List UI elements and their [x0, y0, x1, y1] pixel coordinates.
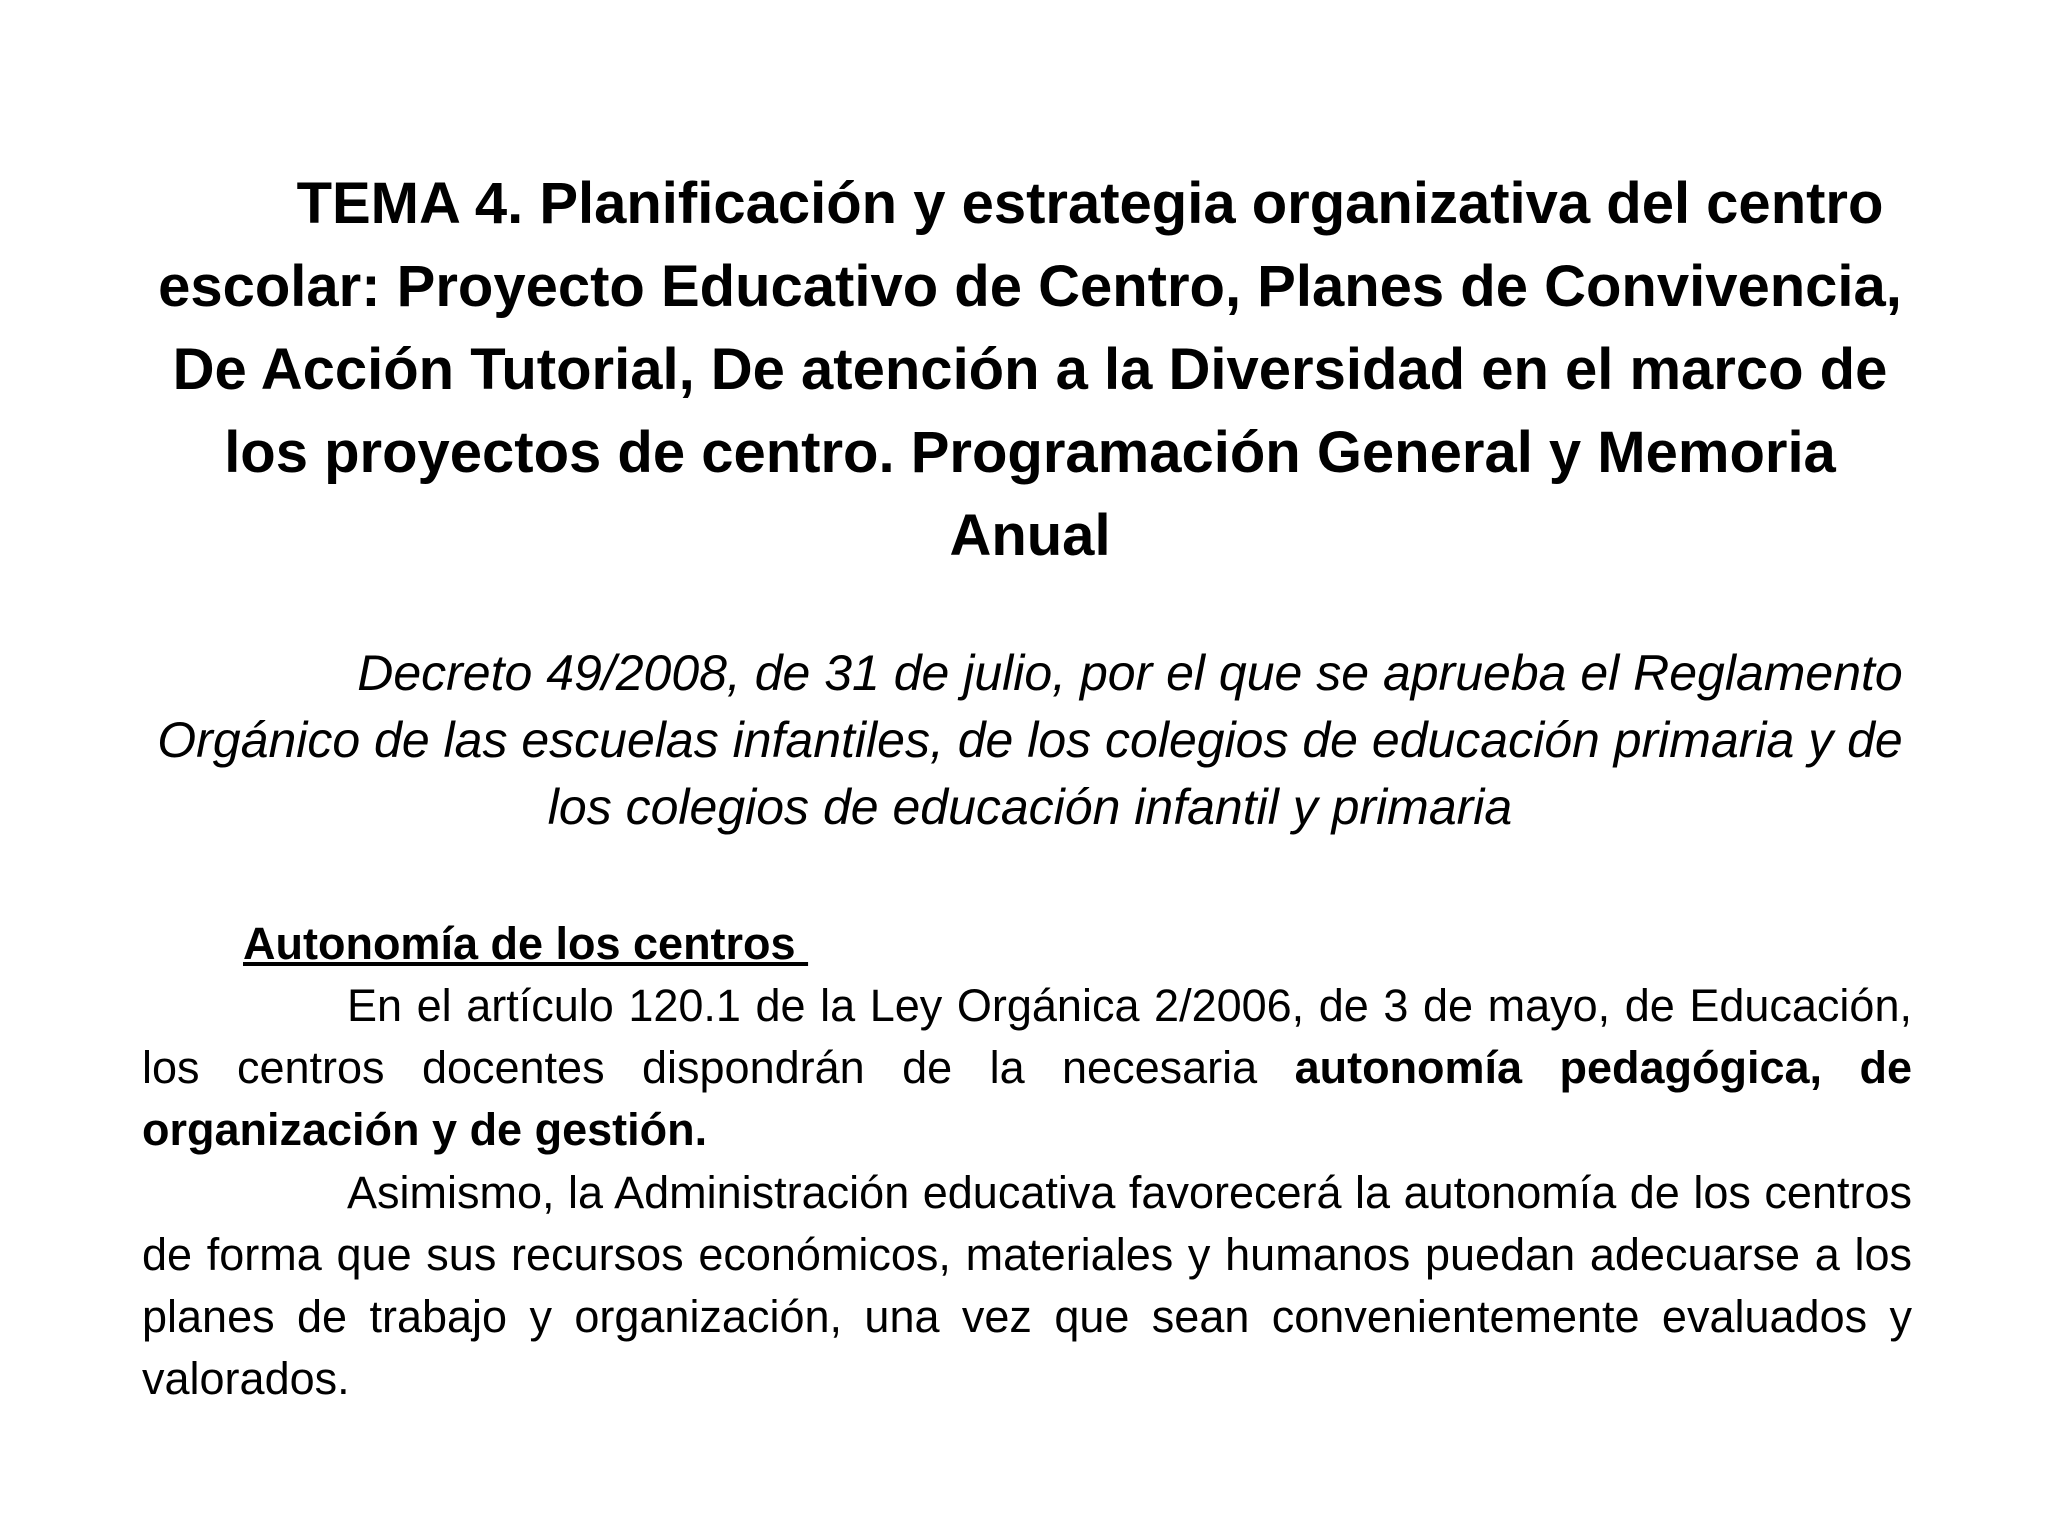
paragraph-autonomy-text: En el artículo 120.1 de la Ley Orgánica 2/2006, de 3 de mayo, de Educación, los centros docentes dispondrán de la necesaria	[142, 980, 1912, 1093]
paragraph-autonomy	[142, 975, 1912, 1161]
paragraph-autonomy-emphasis: autonomía pedagógica, de organización y de gestión.	[142, 1042, 1912, 1155]
decree-reference: Decreto 49/2008, de 31 de julio, por el que se aprueba el Reglamento Orgánico de las escuelas infantiles, de los colegios de educación primaria y de los colegios de educación infantil y primaria	[157, 645, 1903, 835]
paragraph-administration: Asimismo, la Administración educativa favorecerá la autonomía de los centros de forma que sus recursos económicos, materiales y humanos puedan adecuarse a los planes de trabajo y organización, una vez que sean convenientemente evaluados y valorados.	[142, 1167, 1912, 1404]
page-title: TEMA 4. Planificación y estrategia organizativa del centro escolar: Proyecto Educativo de Centro, Planes de Convivencia, De Acción Tutorial, De atención a la Diversidad en el marco de los proyectos de centro. Programación General y Memoria Anual	[158, 171, 1902, 568]
section-heading: Autonomía de los centros	[243, 918, 809, 969]
